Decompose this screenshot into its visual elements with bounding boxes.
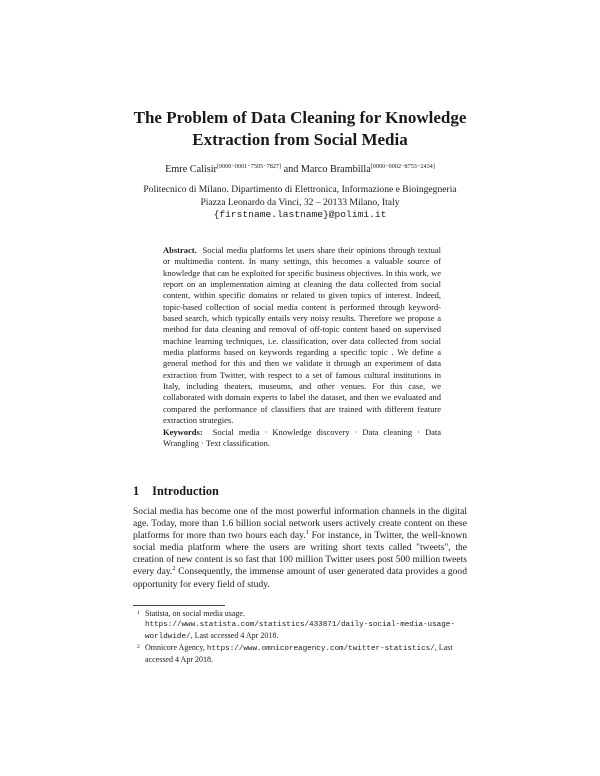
author-email[interactable]: {firstname.lastname}@polimi.it [213, 209, 387, 220]
author-orcid[interactable]: [0000−0002−8753−2434] [370, 163, 435, 170]
footnote-ref[interactable]: 2 [172, 565, 176, 573]
section-title: Introduction [152, 484, 219, 498]
keywords-text: Social media · Knowledge discovery · Data cleaning · Data Wrangling · Text classification. [163, 426, 441, 448]
affiliation [0, 184, 600, 222]
author-list [0, 163, 600, 175]
intro-text-part-2: For instance, in Twitter, the well-known social media platform where the users are writing short texts called "tweets", the creation of new content is so fast that 100 million Twitter users post 500 million tweets every day. [133, 530, 467, 578]
author-orcid[interactable]: [0000−0001−7505−7827] [216, 163, 282, 170]
intro-text-part-3: Consequently, the immense amount of user generated data provides a good opportunity for every field of study. [133, 566, 467, 590]
footnote-link[interactable]: https://www.statista.com/statistics/433871/daily-social-media-usage-worldwide/ [145, 621, 455, 641]
footnote-item [133, 609, 467, 642]
author-joiner: and [283, 164, 299, 175]
abstract-text: Social media platforms let users share their opinions through textual or multimedia content. In many settings, this becomes a valuable source of knowledge that can be exploited for specific business objectives. In this work, we report on an implementation aiming at cleaning the data collected from social content, within specific domains or related to given topics of interest. Indeed, topic-based collection of social media content is performed through keyword-based search, which typically entails very noisy results. Therefore we propose a method for data cleaning and removal of off-topic content based on supervised machine learning techniques, i.e. classification, over data collected from social media platforms based on keywords regarding a specific topic . We define a general method for this and then we validate it through an experiment of data extraction from Twitter, with respect to a set of famous cultural institutions in Italy, including theaters, museums, and other venues. For this case, we collaborated with domain experts to label the dataset, and then we evaluated and compared the performance of classifiers that are trained with different feature extraction strategies. [163, 245, 442, 426]
section-number: 1 [133, 484, 140, 498]
footnote-ref[interactable]: 1 [305, 529, 309, 537]
footnote-mark: 1 [137, 610, 140, 616]
affiliation-line-1: Politecnico di Milano. Dipartimento di Elettronica, Informazione e Bioingegneria [143, 184, 457, 195]
footnote-accessed: , Last accessed 4 Apr 2018. [145, 643, 453, 664]
abstract-block [163, 245, 441, 449]
paper-title [100, 107, 500, 151]
abstract-label: Abstract. [163, 245, 197, 255]
title-line-1: The Problem of Data Cleaning for Knowledge [133, 108, 467, 127]
keywords-label: Keywords: [163, 426, 203, 437]
title-line-2: Extraction from Social Media [192, 130, 408, 149]
footnote-accessed: , Last accessed 4 Apr 2018. [190, 630, 279, 640]
footnote-source: Omnicore Agency, [145, 643, 205, 653]
section-heading [133, 484, 219, 499]
footnote-mark: 2 [137, 644, 140, 651]
footnote-source: Statista, on social media usage. [145, 609, 245, 618]
author-name: Emre Calisir [165, 164, 217, 175]
footnote-link[interactable]: https://www.omnicoreagency.com/twitter-statistics/ [206, 645, 435, 654]
affiliation-line-2: Piazza Leonardo da Vinci, 32 – 20133 Milano, Italy [200, 196, 400, 208]
footnote-item [133, 643, 467, 665]
intro-paragraph [133, 506, 467, 591]
intro-text-part-1: Social media has become one of the most powerful information channels in the digital age. Today, more than 1.6 billion social network users actively create content on these platforms for more than two hours each day. [133, 506, 467, 542]
author-name: Marco Brambilla [300, 164, 371, 175]
footnotes [133, 609, 467, 666]
footnote-divider [133, 605, 225, 606]
